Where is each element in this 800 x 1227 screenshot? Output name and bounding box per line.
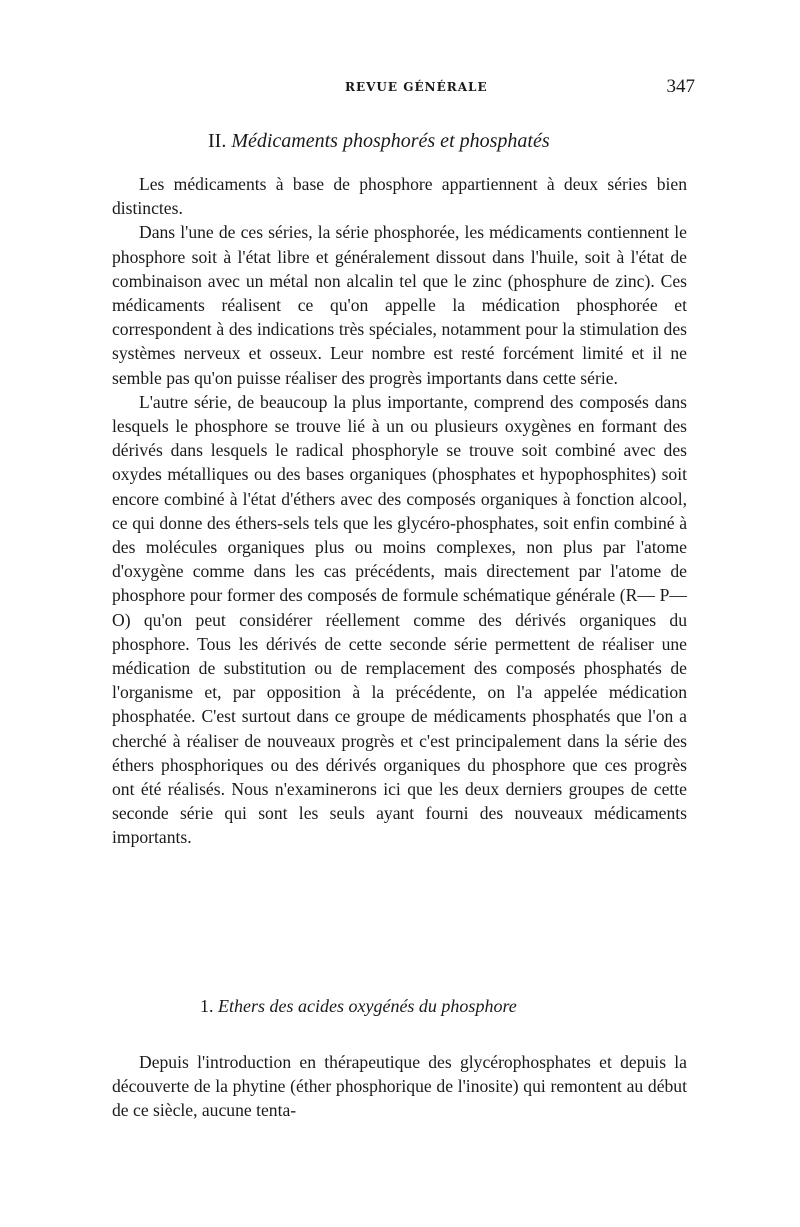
running-head bbox=[115, 76, 695, 104]
continuation-text-block bbox=[112, 1050, 687, 1123]
subsection-title: Ethers des acides oxygénés du phosphore bbox=[218, 996, 517, 1016]
section-heading bbox=[208, 130, 550, 153]
page-number: 347 bbox=[666, 76, 695, 97]
section-title: Médicaments phosphorés et phosphatés bbox=[231, 130, 550, 152]
subsection-number: 1. bbox=[200, 996, 214, 1016]
paragraph-phosphated: L'autre série, de beaucoup la plus importante, comprend des composés dans lesquels le phosphore se trouve lié à un ou plusieurs oxygènes en formant des dérivés dans lesquels le radical phosphoryle se trouve soit combiné avec des oxydes métalliques ou des bases organiques (phosphates et hypophosphites) soit encore combiné à l'état d'éthers avec des composés organiques à fonction alcool, ce qui donne des éthers-sels tels que les glycéro-phosphates, soit enfin combiné à des molécules organiques plus ou moins complexes, non plus par l'atome d'oxygène comme dans les cas précédents, mais directement par l'atome de phosphore pour former des composés de formule schématique générale (R— P— O) qu'on peut considérer réellement comme des dérivés organiques du phosphore. Tous les dérivés de cette seconde série permettent de réaliser une médication de substitution ou de remplacement des composés phosphatés de l'organisme et, par opposition à la précédente, on l'a appelée médication phosphatée. C'est surtout dans ce groupe de médicaments phosphatés que l'on a cherché à réaliser de nouveaux progrès et c'est principalement dans la série des éthers phosphoriques ou des dérivés organiques du phosphore que ces progrès ont été réalisés. Nous n'examinerons ici que les deux derniers groupes de cette seconde série qui sont les seuls ayant fourni des nouveaux médicaments importants. bbox=[112, 391, 687, 848]
paragraph-phosphorated: Dans l'une de ces séries, la série phosphorée, les médicaments contiennent le phosphore soit à l'état libre et généralement dissout dans l'huile, soit à l'état de combinaison avec un métal non alcalin tel que le zinc (phosphure de zinc). Ces médicaments réalisent ce qu'on appelle la médication phosphorée et correspondent à des indications très spéciales, notamment pour la stimulation des systèmes nerveux et osseux. Leur nombre est resté forcément limité et il ne semble pas qu'on puisse réaliser des progrès importants dans cette série. bbox=[112, 222, 687, 388]
subsection-heading bbox=[200, 996, 517, 1017]
main-text-block bbox=[112, 172, 687, 850]
section-number: II. bbox=[208, 130, 227, 152]
paragraph-continuation: Depuis l'introduction en thérapeutique des glycérophosphates et depuis la découverte de la phytine (éther phosphorique de l'inosite) qui remontent au début de ce siècle, aucune tenta- bbox=[112, 1052, 687, 1121]
running-title: REVUE GÉNÉRALE bbox=[345, 80, 488, 94]
paragraph-intro: Les médicaments à base de phosphore appartiennent à deux séries bien distinctes. bbox=[112, 174, 687, 219]
